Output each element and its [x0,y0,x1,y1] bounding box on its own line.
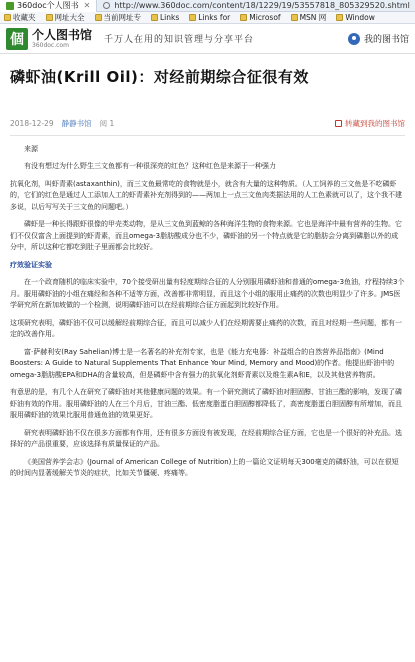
article-body [0,136,415,480]
bookmarks-bar [0,12,415,24]
article-reads: 阅 1 [99,118,115,128]
article-paragraph: 富·萨赫利安(Ray Sahelian)博士是一名著名的补充剂专家，也是《能力充电器：补益组合的自然营养品指南》(Mind Boosters: A Guide to Natural Supplements That Enhance Your Mind, Memory and Mood)的作者。他提出虾油中的omega-3脂肪酸EPA和DHA的含量较高，但是磷虾中含有强力的抗氧化剂虾青素以及维生素A和E，以及其他营养物质。 [10,347,395,379]
url-text[interactable]: http://www.360doc.com/content/18/1229/19/53557818_805329520.shtml [114,1,410,10]
article-source: 来源 [24,144,38,153]
share-to-library-button[interactable]: 转藏到我的图书馆 [335,118,405,129]
my-library-label: 我的图书馆 [363,35,409,45]
site-favicon-icon [6,2,14,10]
article-author[interactable]: 静静书馆 [61,118,92,128]
folder-icon [240,14,247,21]
bookmark-links[interactable]: Links [151,13,179,22]
article-paragraph: 抗氧化剂，叫虾青素(astaxanthin)，而三文鱼最常吃的食物就是小，就含有大量的这种物质。（人工饲养的三文鱼是不吃磷虾的，它们的红色是通过人工添加人工的虾青素补充剂得到的——两加上一点三文鱼肉类据法用的人工色素就可以了，这个我不建多说，以后写写关于三文鱼的问题吧。） [10,179,402,211]
browser-tab-bar [0,0,415,12]
bookmark-links-for[interactable]: Links for [189,13,230,22]
bookmark-current[interactable]: 当前网址专 [95,12,142,23]
bookmark-windows[interactable]: Window [336,13,375,22]
folder-icon [189,14,196,21]
section-heading: 疗效验证实验 [10,260,52,269]
bookmark-favorites[interactable]: 收藏夹 [4,12,36,23]
article-paragraph: 磷虾是一种长得跟虾很像的甲壳类动物，是从三文鱼到蓝鲸的各种海洋生物的食物来源。它也是海洋中最有营养的生物。它们不仅仅富含上面提到的虾青素，而且omega-3脂肪酸成分也不少，磷虾油的另一个特点就是它的脂肪会分离到磷脂以外的成分中，所以这种它都吃到肚子里面都会比较好。 [10,220,402,251]
star-icon [4,14,11,21]
bookmark-url-directory[interactable]: 网址大全 [46,12,85,23]
article-paragraph: 研究表明磷虾油不仅在很多方面都有作用，还有很多方面没有被发现，在经前期综合征方面，它也是一个很好的补充品。选择好的产品很重要，应该选择有质量保证的产品。 [10,428,402,448]
site-logo[interactable]: 個 [6,28,28,50]
folder-icon [291,14,298,21]
folder-icon [336,14,343,21]
bookmark-icon [335,120,342,127]
article-paragraph: 有意思的是，有几个人在研究了磷虾油对其他健康问题的效果。有一个研究测试了磷虾油对胆固醇、甘油三酯的影响，发现了磷虾油有效的作用。服用磷虾油的人在三个月后，甘油三酯、低密度脂蛋白胆固醇都降低了，高密度脂蛋白胆固醇有所增加，而且服用磷虾油的效果比服用普通鱼油的效果更好。 [10,388,402,419]
site-header [0,24,415,54]
close-icon[interactable]: ✕ [83,1,91,10]
folder-icon [95,14,102,21]
bookmark-microsoft[interactable]: Microsof [240,13,280,22]
article-paragraph: 这项研究表明，磷虾油不仅可以缓解经前期综合征，而且可以减少人们在经期需要止痛药的次数，而且对经期一些问题，都有一定的改善作用。 [10,318,402,338]
article-meta [0,88,415,129]
browser-tab[interactable] [0,0,97,12]
article-paragraph: 有没有想过为什么野生三文鱼都有一种很深亮的红色？这种红色是来源于一种强力 [24,162,276,170]
site-name: 个人图书馆 [32,27,93,42]
folder-icon [151,14,158,21]
site-slogan: 千万人在用的知识管理与分享平台 [104,35,255,45]
folder-icon [46,14,53,21]
bookmark-msn[interactable]: MSN 网 [291,12,327,23]
article-paragraph: 在一个政育随机的临床实验中，70个接受研出量有轻度期综合征的人分别服用磷虾油和普通的omega-3鱼油，疗程持续3个月。服用磷虾油的小组在痛经和各种不适等方面，改善都非常明显，而且这个小组的服用止痛药的次数也明显少了许多。JMS医学研究所在新加坡做的一个检测，说明磷虾油可以在经前期综合征方面起到比较好作用。 [10,278,405,309]
article-paragraph: 《美国营养学会志》(Journal of American College of Nutrition)上的一篇论文证明每天300毫克的磷虾油，可以在很短的时间内显著缓解关节炎的症状，比如关节僵硬、疼痛等。 [10,457,399,477]
address-bar[interactable] [97,0,415,12]
user-avatar-icon [348,33,360,45]
article-title: 磷虾油(Krill Oil)：对经前期综合征很有效 [10,68,309,86]
globe-icon [103,2,110,9]
tab-title: 360doc个人图书 [17,1,79,10]
article-date: 2018-12-29 [10,118,54,128]
site-brand[interactable] [32,29,92,49]
site-url: 360doc.com [32,41,69,49]
my-library-link[interactable] [348,32,409,45]
